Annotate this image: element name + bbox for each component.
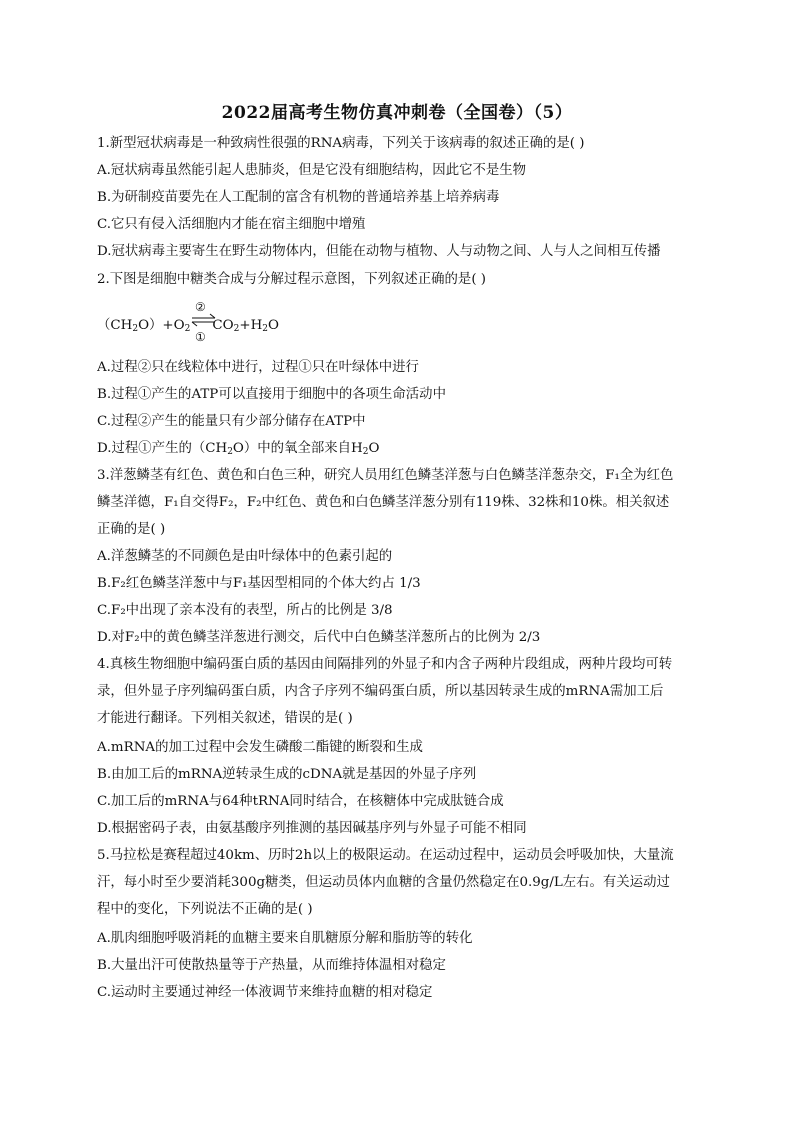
- q5-option-c: C.运动时主要通过神经一体液调节来维持血糖的相对稳定: [97, 985, 433, 1000]
- q4-option-d: D.根据密码子表，由氨基酸序列推测的基因碱基序列与外显子可能不相同: [97, 821, 527, 836]
- q5-stem-line3: 程中的变化，下列说法不正确的是( ): [97, 902, 313, 917]
- q1-stem: 1.新型冠状病毒是一种致病性很强的RNA病毒，下列关于该病毒的叙述正确的是( ): [97, 136, 585, 151]
- equation-text: $(CH_2O)+O_2$ $CO_2+H_2O$: [97, 318, 279, 334]
- page-title: 2022届高考生物仿真冲刺卷（全国卷）（5）: [221, 103, 573, 123]
- q3-stem-line2: 鳞茎洋德，F₁自交得F₂，F₂中红色、黄色和白色鳞茎洋葱分别有119株、32株和10株。相关叙述: [97, 495, 670, 510]
- q5-stem-line1: 5.马拉松是赛程超过40km、历时2h以上的极限运动。在运动过程中，运动员会呼吸加快，大量流: [97, 848, 674, 863]
- reaction-equation: [97, 300, 397, 350]
- q2-option-b: B.过程①产生的ATP可以直接用于细胞中的各项生命活动中: [97, 387, 446, 402]
- q5-option-a: A.肌肉细胞呼吸消耗的血糖主要来自肌糖原分解和脂肪等的转化: [97, 931, 473, 946]
- reversible-arrow-icon: [191, 312, 217, 330]
- q4-stem-line2: 录，但外显子序列编码蛋白质，内含子序列不编码蛋白质，所以基因转录生成的mRNA需加工后: [97, 684, 664, 699]
- q3-option-d: D.对F₂中的黄色鳞茎洋葱进行测交，后代中白色鳞茎洋葱所占的比例为 2/3: [97, 630, 541, 645]
- q3-stem-line1: 3.洋葱鳞茎有红色、黄色和白色三种，研究人员用红色鳞茎洋葱与白色鳞茎洋葱杂交，F₁全为红色: [97, 468, 674, 483]
- q4-option-b: B.由加工后的mRNA逆转录生成的cDNA就是基因的外显子序列: [97, 767, 477, 782]
- q3-option-c: C.F₂中出现了亲本没有的表型，所占的比例是 3/8: [97, 603, 393, 618]
- q1-option-b: B.为研制疫苗要先在人工配制的富含有机物的普通培养基上培养病毒: [97, 190, 500, 205]
- q4-stem-line3: 才能进行翻译。下列相关叙述，错误的是( ): [97, 711, 353, 726]
- q5-option-b: B.大量出汗可使散热量等于产热量，从而维持体温相对稳定: [97, 958, 446, 973]
- q2-option-a: A.过程②只在线粒体中进行，过程①只在叶绿体中进行: [97, 360, 419, 375]
- q4-stem-line1: 4.真核生物细胞中编码蛋白质的基因由间隔排列的外显子和内含子两种片段组成，两种片段均可转: [97, 657, 673, 672]
- q2-option-d: D.过程①产生的$(CH_2O)$中的氧全部来自$H_2O$: [97, 441, 380, 457]
- q4-option-c: C.加工后的mRNA与64种tRNA同时结合，在核糖体中完成肽链合成: [97, 794, 504, 809]
- q3-stem-line3: 正确的是( ): [97, 522, 166, 537]
- q1-option-c: C.它只有侵入活细胞内才能在宿主细胞中增殖: [97, 217, 366, 232]
- q1-option-a: A.冠状病毒虽然能引起人患肺炎，但是它没有细胞结构，因此它不是生物: [97, 163, 527, 178]
- q4-option-a: A.mRNA的加工过程中会发生磷酸二酯键的断裂和生成: [97, 740, 423, 755]
- q2-option-c: C.过程②产生的能量只有少部分储存在ATP中: [97, 414, 366, 429]
- q5-stem-line2: 汗，每小时至少要消耗300g糖类，但运动员体内血糖的含量仍然稳定在0.9g/L左右。有关运动过: [97, 875, 670, 890]
- q3-option-b: B.F₂红色鳞茎洋葱中与F₁基因型相同的个体大约占 1/3: [97, 576, 421, 591]
- q3-option-a: A.洋葱鳞茎的不同颜色是由叶绿体中的色素引起的: [97, 549, 393, 564]
- q2-stem: 2.下图是细胞中糖类合成与分解过程示意图，下列叙述正确的是( ): [97, 272, 487, 287]
- q1-option-d: D.冠状病毒主要寄生在野生动物体内，但能在动物与植物、人与动物之间、人与人之间相互传播: [97, 244, 661, 259]
- process-1-label: ①: [195, 330, 206, 344]
- process-2-label: ②: [195, 300, 206, 314]
